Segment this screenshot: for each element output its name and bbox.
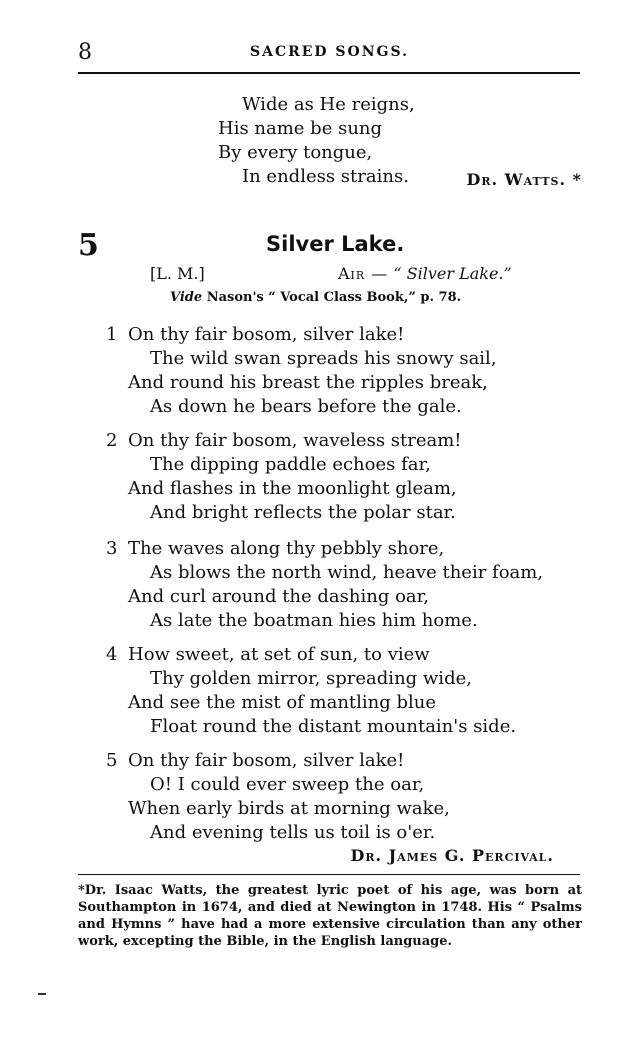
vide-word: Vide (170, 290, 203, 305)
footnote-line: and Hymns ” have had a more extensive circulation than any other (78, 917, 582, 932)
hymn-air (338, 264, 512, 283)
verse-line: On thy fair bosom, waveless stream! (128, 430, 462, 451)
stanza-number: 5 (106, 750, 118, 771)
stanza-number: 3 (106, 538, 118, 559)
verse-line: On thy fair bosom, silver lake! (128, 324, 405, 345)
vide-source: Nason's “ Vocal Class Book,” p. 78. (206, 290, 462, 305)
verse-line: And curl around the dashing oar, (128, 586, 429, 607)
header-rule (78, 72, 580, 74)
prev-hymn-line: By every tongue, (218, 142, 373, 163)
footnote-rule (78, 874, 580, 875)
verse-line: And bright reflects the polar star. (150, 502, 456, 523)
stanza-number: 2 (106, 430, 118, 451)
stanza-number: 1 (106, 324, 118, 345)
hymn-meter: [L. M.] (150, 264, 205, 283)
air-title: “ Silver Lake.” (393, 264, 512, 283)
verse-line: And round his breast the ripples break, (128, 372, 488, 393)
verse-line: As down he bears before the gale. (150, 396, 462, 417)
hymn-title: Silver Lake. (266, 232, 405, 256)
footnote-line: work, excepting the Bible, in the English language. (78, 934, 453, 949)
prev-hymn-line: His name be sung (218, 118, 383, 139)
verse-line: On thy fair bosom, silver lake! (128, 750, 405, 771)
verse-line: As late the boatman hies him home. (150, 610, 478, 631)
verse-line: The waves along thy pebbly shore, (128, 538, 445, 559)
verse-line: As blows the north wind, heave their foam, (150, 562, 544, 583)
verse-line: The dipping paddle echoes far, (150, 454, 431, 475)
page-number: 8 (78, 40, 92, 65)
verse-line: When early birds at morning wake, (128, 798, 450, 819)
verse-line: And evening tells us toil is o'er. (150, 822, 436, 843)
verse-line: O! I could ever sweep the oar, (150, 774, 425, 795)
verse-line: Thy golden mirror, spreading wide, (150, 668, 472, 689)
hymn-number: 5 (78, 228, 99, 263)
air-label: Air — (338, 264, 389, 283)
margin-mark (38, 993, 46, 995)
footnote (78, 882, 582, 950)
prev-hymn-author: Dr. Watts. * (466, 170, 582, 189)
footnote-line: Southampton in 1674, and died at Newington in 1748. His “ Psalms (78, 900, 582, 915)
prev-hymn-line: Wide as He reigns, (242, 94, 415, 115)
verse-line: The wild swan spreads his snowy sail, (150, 348, 497, 369)
hymn-author: Dr. James G. Percival. (350, 846, 554, 865)
verse-line: And flashes in the moonlight gleam, (128, 478, 457, 499)
verse-line: And see the mist of mantling blue (128, 692, 437, 713)
prev-hymn-line: In endless strains. (242, 166, 409, 187)
tune-reference (170, 290, 461, 305)
footnote-line: *Dr. Isaac Watts, the greatest lyric poet of his age, was born at (78, 883, 582, 898)
running-title: SACRED SONGS. (250, 44, 409, 60)
stanza-number: 4 (106, 644, 118, 665)
verse-line: Float round the distant mountain's side. (150, 716, 517, 737)
verse-line: How sweet, at set of sun, to view (128, 644, 430, 665)
